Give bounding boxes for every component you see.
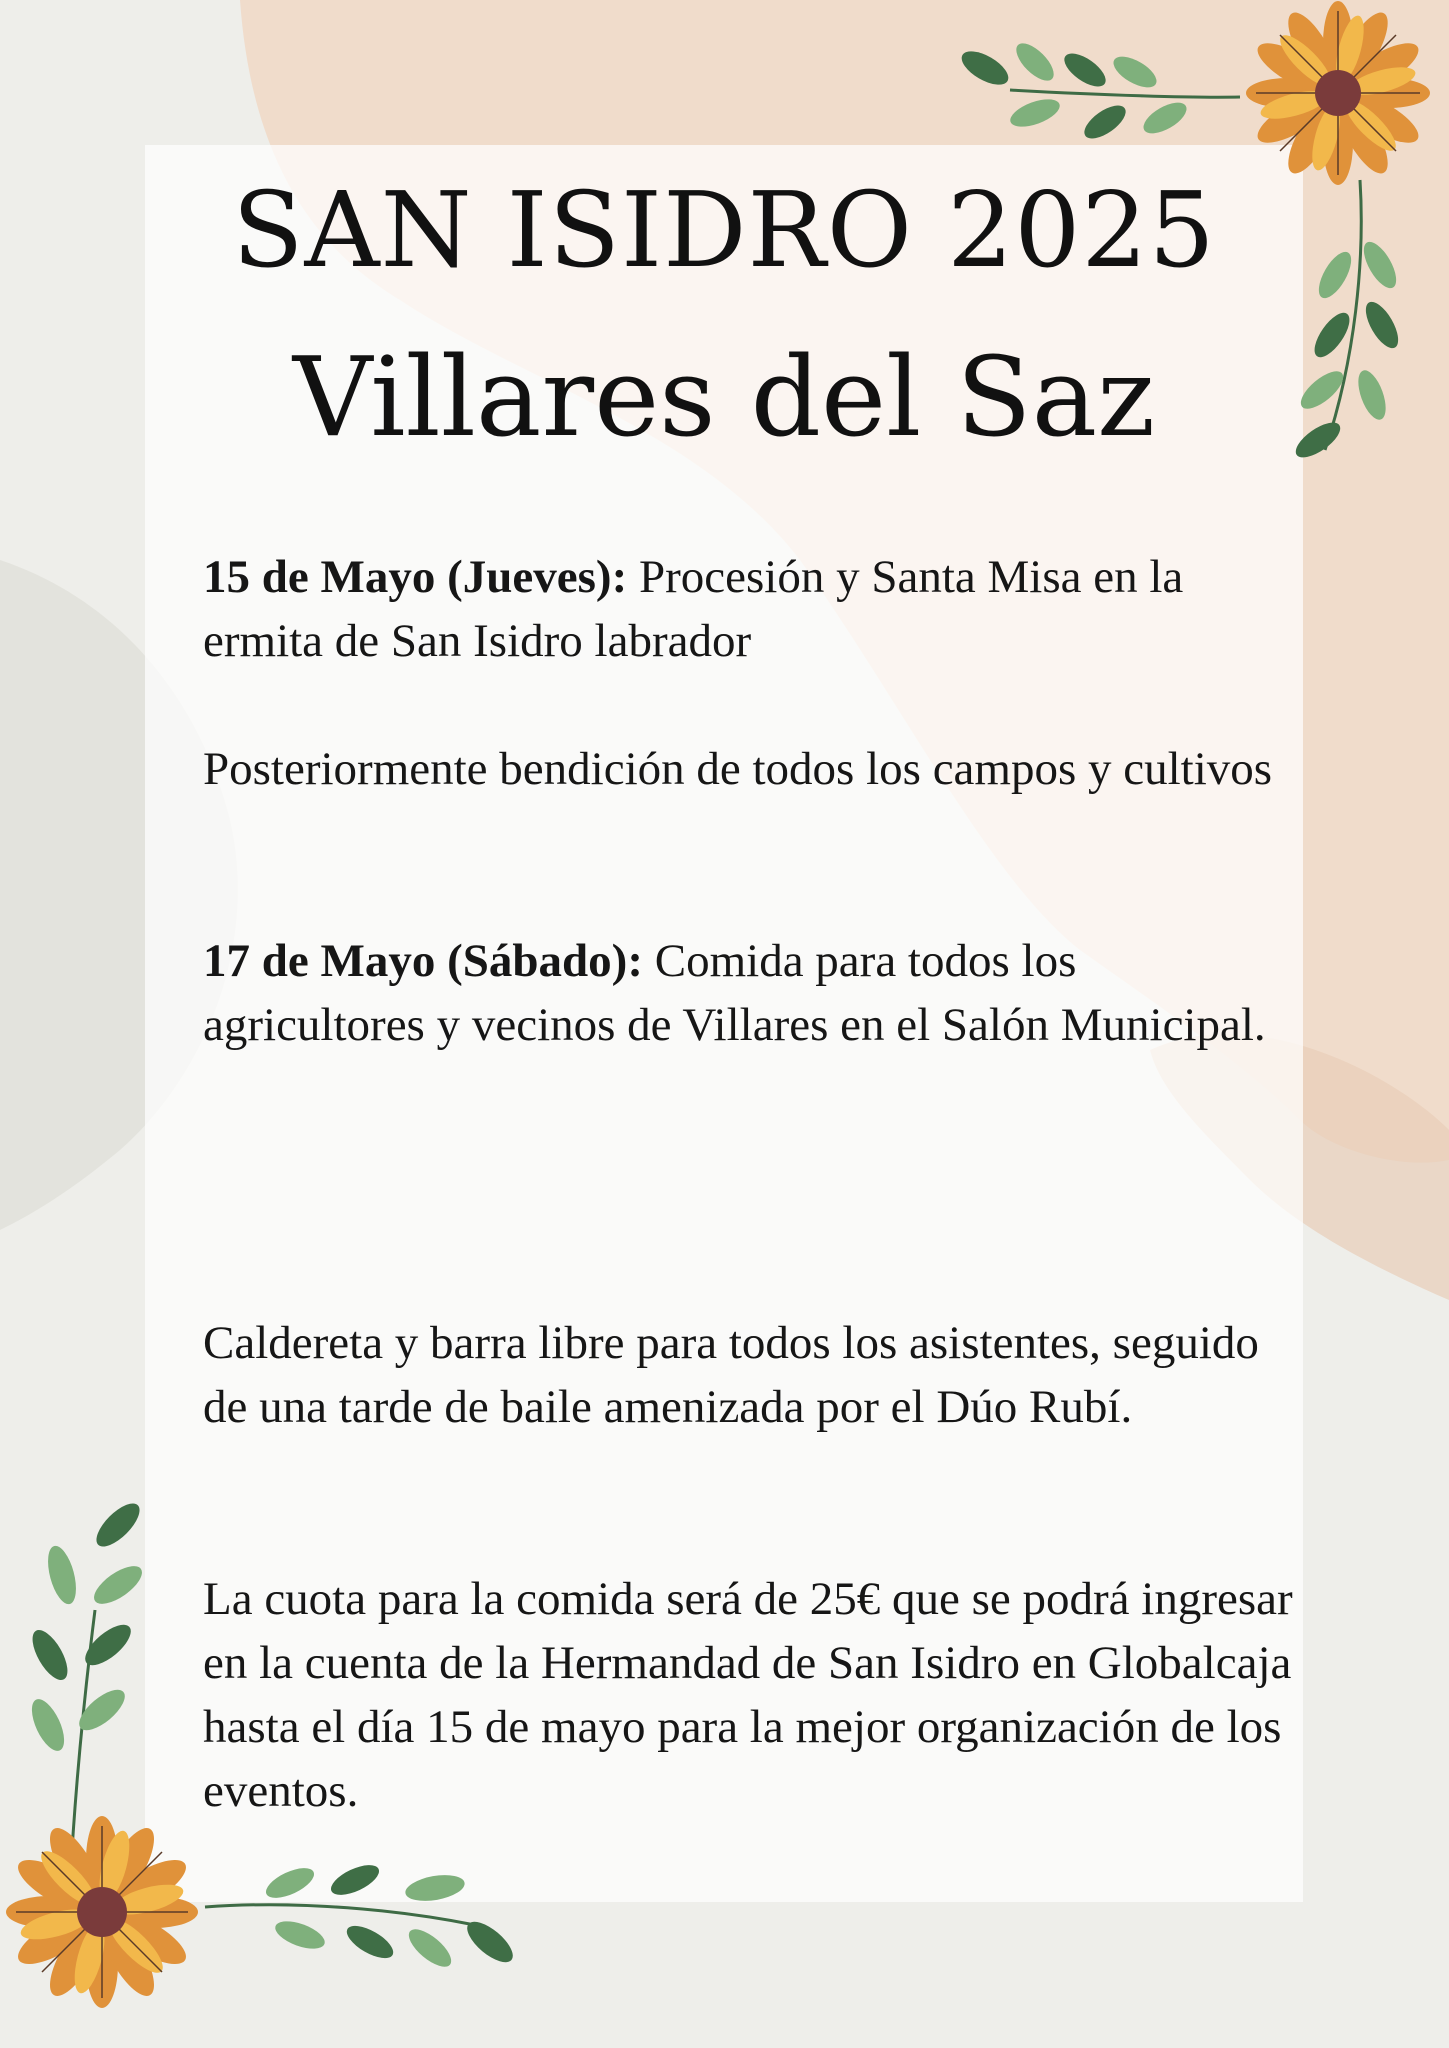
sunflower-bottom-left-decoration bbox=[0, 1490, 540, 2048]
event-text: La cuota para la comida será de 25€ que se podrá ingresar en la cuenta de la Hermandad de San Isidro en Globalcaja hasta el día 15 de mayo para la mejor organización de los eventos. bbox=[203, 1573, 1293, 1817]
event-paragraph bbox=[203, 1311, 1303, 1439]
event-text: Procesión y Santa Misa en la ermita de San Isidro labrador bbox=[203, 551, 1184, 667]
poster-title: SAN ISIDRO 2025 bbox=[232, 169, 1216, 291]
event-date-label: 15 de Mayo (Jueves): bbox=[203, 551, 628, 603]
sunflower-top-right-decoration bbox=[940, 0, 1449, 480]
event-text: Caldereta y barra libre para todos los asistentes, seguido de una tarde de baile amenizada por el Dúo Rubí. bbox=[203, 1317, 1259, 1433]
leaf-branch-vertical-icon bbox=[25, 1497, 148, 1885]
leaf-branch-horizontal-icon bbox=[205, 1859, 519, 1973]
event-paragraph bbox=[203, 929, 1303, 1057]
event-text: Posteriormente bendición de todos los campos y cultivos bbox=[203, 743, 1273, 795]
event-paragraph bbox=[203, 737, 1303, 801]
event-paragraph bbox=[203, 545, 1303, 673]
sunflower-icon bbox=[1246, 1, 1430, 185]
event-text: Comida para todos los agricultores y vecinos de Villares en el Salón Municipal. bbox=[203, 935, 1266, 1051]
sunflower-icon bbox=[6, 1816, 198, 2008]
poster-subtitle: Villares del Saz bbox=[292, 333, 1156, 461]
event-date-label: 17 de Mayo (Sábado): bbox=[203, 935, 643, 987]
leaf-branch-horizontal-icon bbox=[956, 37, 1240, 145]
leaf-branch-vertical-icon bbox=[1290, 180, 1404, 464]
